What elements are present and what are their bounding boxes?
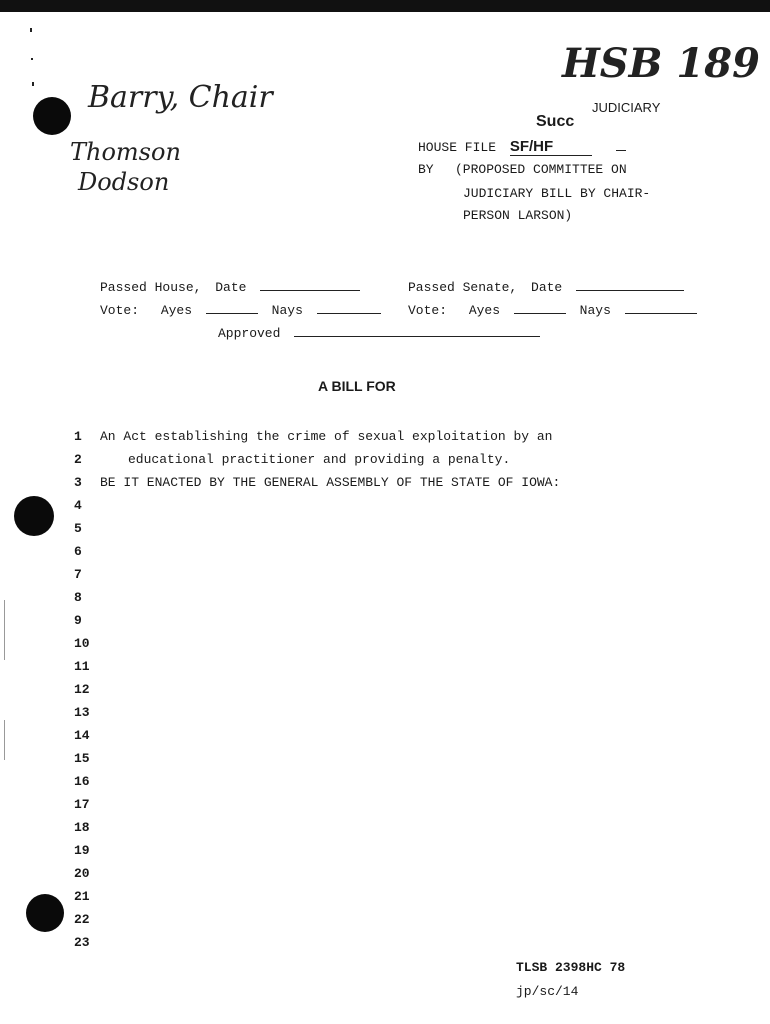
bill-line bbox=[74, 540, 94, 563]
approved-field bbox=[294, 324, 540, 337]
bill-line bbox=[74, 908, 94, 931]
house-file-value: SF/HF bbox=[510, 138, 592, 156]
line-number: 14 bbox=[74, 728, 90, 743]
passed-house-row bbox=[100, 278, 360, 295]
house-nays-field bbox=[317, 301, 381, 314]
bill-line bbox=[74, 425, 553, 448]
line-number: 3 bbox=[74, 475, 82, 490]
senate-ayes-field bbox=[514, 301, 566, 314]
bill-line bbox=[74, 609, 94, 632]
tlsb-number: TLSB 2398HC 78 bbox=[516, 960, 626, 975]
bill-line bbox=[74, 517, 94, 540]
punch-hole bbox=[33, 97, 71, 135]
passed-house-date-field bbox=[260, 278, 360, 291]
handwritten-name-chair: Barry, Chair bbox=[88, 80, 273, 115]
drafter-initials: jp/sc/14 bbox=[516, 984, 579, 999]
bill-line bbox=[74, 931, 94, 954]
handwritten-name: Thomson bbox=[70, 138, 181, 166]
house-file-blank bbox=[616, 138, 626, 151]
bill-line bbox=[74, 494, 94, 517]
line-number: 10 bbox=[74, 636, 90, 651]
scan-speck bbox=[32, 82, 34, 86]
bill-line bbox=[74, 632, 94, 655]
scan-margin-mark bbox=[4, 600, 5, 660]
bill-line bbox=[74, 770, 94, 793]
passed-house-label: Passed House, bbox=[100, 280, 202, 295]
line-number: 20 bbox=[74, 866, 90, 881]
by-label: BY bbox=[418, 162, 434, 177]
bill-line bbox=[74, 885, 94, 908]
bill-line bbox=[74, 701, 94, 724]
line-number: 17 bbox=[74, 797, 90, 812]
handwritten-name: Dodson bbox=[78, 168, 170, 196]
by-line: JUDICIARY BILL BY CHAIR- bbox=[463, 186, 651, 201]
passed-senate-date-field bbox=[576, 278, 684, 291]
line-number: 11 bbox=[74, 659, 90, 674]
line-number: 19 bbox=[74, 843, 90, 858]
scan-margin-mark bbox=[4, 720, 5, 760]
line-number: 8 bbox=[74, 590, 82, 605]
bill-line bbox=[74, 655, 94, 678]
line-text: An Act establishing the crime of sexual exploitation by an bbox=[100, 429, 553, 444]
committee-name: JUDICIARY bbox=[592, 100, 661, 115]
bill-line bbox=[74, 793, 94, 816]
nays-label: Nays bbox=[271, 303, 303, 318]
vote-label: Vote: bbox=[408, 303, 448, 318]
line-number: 2 bbox=[74, 452, 82, 467]
senate-nays-field bbox=[625, 301, 697, 314]
approved-row bbox=[218, 324, 540, 341]
passed-senate-row bbox=[408, 278, 684, 295]
scan-top-border bbox=[0, 0, 770, 12]
bill-line bbox=[74, 724, 94, 747]
line-number: 22 bbox=[74, 912, 90, 927]
bill-title: A BILL FOR bbox=[318, 378, 396, 394]
handwritten-bill-number: HSB 189 bbox=[562, 40, 760, 87]
passed-senate-label: Passed Senate, bbox=[408, 280, 518, 295]
line-number: 18 bbox=[74, 820, 90, 835]
line-number: 12 bbox=[74, 682, 90, 697]
bill-line bbox=[74, 471, 561, 494]
vote-label: Vote: bbox=[100, 303, 140, 318]
bill-line bbox=[74, 678, 94, 701]
bill-line bbox=[74, 839, 94, 862]
nays-label: Nays bbox=[579, 303, 611, 318]
line-number: 16 bbox=[74, 774, 90, 789]
line-number: 13 bbox=[74, 705, 90, 720]
line-number: 5 bbox=[74, 521, 82, 536]
senate-vote-row bbox=[408, 301, 697, 318]
line-number: 23 bbox=[74, 935, 90, 950]
house-ayes-field bbox=[206, 301, 258, 314]
line-text: educational practitioner and providing a penalty. bbox=[128, 452, 511, 467]
line-number: 15 bbox=[74, 751, 90, 766]
house-vote-row bbox=[100, 301, 381, 318]
line-number: 21 bbox=[74, 889, 90, 904]
bill-line bbox=[74, 563, 94, 586]
ayes-label: Ayes bbox=[468, 303, 501, 318]
house-file-line bbox=[418, 138, 626, 156]
line-number: 4 bbox=[74, 498, 82, 513]
scan-speck bbox=[30, 28, 32, 32]
line-number: 6 bbox=[74, 544, 82, 559]
stamp-text: Succ bbox=[536, 113, 575, 130]
bill-line bbox=[74, 586, 94, 609]
line-number: 7 bbox=[74, 567, 82, 582]
date-label: Date bbox=[215, 280, 247, 295]
by-line: (PROPOSED COMMITTEE ON bbox=[455, 162, 627, 177]
bill-lines bbox=[74, 425, 561, 954]
line-number: 9 bbox=[74, 613, 82, 628]
bill-line bbox=[74, 747, 94, 770]
house-file-label: HOUSE FILE bbox=[418, 140, 497, 155]
punch-hole bbox=[14, 496, 54, 536]
date-label: Date bbox=[531, 280, 563, 295]
bill-line bbox=[74, 448, 511, 471]
ayes-label: Ayes bbox=[160, 303, 193, 318]
scan-speck bbox=[31, 58, 33, 60]
line-number: 1 bbox=[74, 429, 82, 444]
bill-line bbox=[74, 816, 94, 839]
bill-line bbox=[74, 862, 94, 885]
punch-hole bbox=[26, 894, 64, 932]
approved-label: Approved bbox=[218, 326, 281, 341]
line-text: BE IT ENACTED BY THE GENERAL ASSEMBLY OF THE STATE OF IOWA: bbox=[100, 475, 561, 490]
by-line: PERSON LARSON) bbox=[463, 208, 573, 223]
